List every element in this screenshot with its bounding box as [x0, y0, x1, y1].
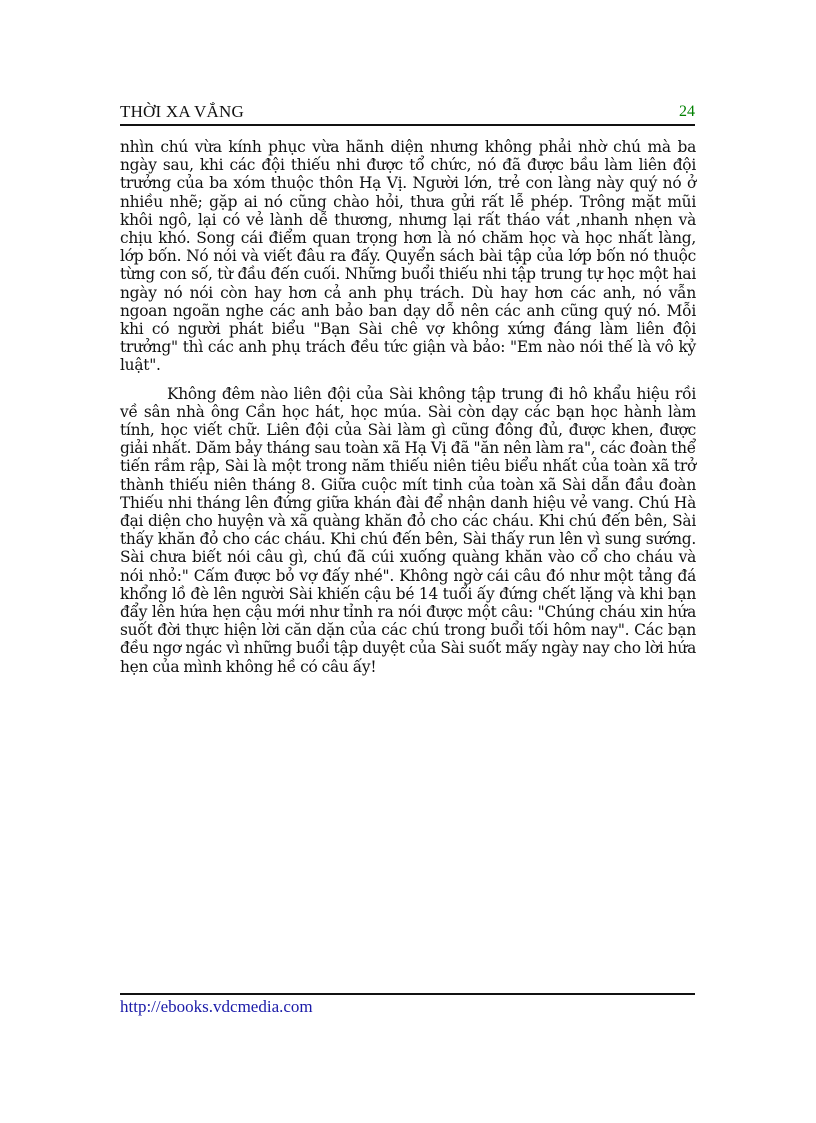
- paragraph-2: Không đêm nào liên đội của Sài không tập trung đi hô khẩu hiệu rồi về sân nhà ông Cần học hát, học múa. Sài còn dạy các bạn học hành làm tính, học viết chữ. Liên đội của Sài làm gì cũng đông đủ, được khen, được giải nhất. Dăm bảy tháng sau toàn xã Hạ Vị đã "ăn nên làm ra", các đoàn thể tiến rầm rập, Sài là một trong năm thiếu niên tiêu biểu nhất của toàn xã trở thành thiếu niên tháng 8. Giữa cuộc mít tinh của toàn xã Sài dẫn đầu đoàn Thiếu nhi tháng lên đứng giữa khán đài để nhận danh hiệu vẻ vang. Chú Hà đại diện cho huyện và xã quàng khăn đỏ cho các cháu. Khi chú đến bên, Sài thấy khăn đỏ cho các cháu. Khi chú đến bên, Sài thấy run lên vì sung sướng. Sài chưa biết nói câu gì, chú đã cúi xuống quàng khăn vào cổ cho cháu và nói nhỏ:" Cấm được bỏ vợ đấy nhé". Không ngờ cái câu đó như một tảng đá khổng lồ đè lên người Sài khiến cậu bé 14 tuổi ấy đứng chết lặng và khi bạn đẩy lên hứa hẹn cậu mới như tỉnh ra nói được một câu: "Chúng cháu xin hứa suốt đời thực hiện lời căn dặn của các chú trong buổi tối hôm nay". Các bạn đều ngơ ngác vì những buổi tập duyệt của Sài suốt mấy ngày nay cho lời hứa hẹn của mình không hề có câu ấy!: [120, 384, 696, 676]
- page-number: 24: [679, 103, 695, 120]
- book-title: THỜI XA VẮNG: [120, 102, 244, 121]
- page-footer: [120, 993, 695, 1017]
- page-header: [120, 100, 695, 126]
- source-link[interactable]: http://ebooks.vdcmedia.com: [120, 997, 313, 1016]
- body-text: [120, 138, 696, 676]
- paragraph-1: nhìn chú vừa kính phục vừa hãnh diện nhưng không phải nhờ chú mà ba ngày sau, khi các đội thiếu nhi được tổ chức, nó đã được bầu làm liên đội trưởng của ba xóm thuộc thôn Hạ Vị. Người lớn, trẻ con làng này quý nó ở nhiều nhẽ; gặp ai nó cũng chào hỏi, thưa gửi rất lễ phép. Trông mặt mũi khôi ngô, lại có vẻ lành dễ thương, nhưng lại rất tháo vát ,nhanh nhẹn và chịu khó. Song cái điểm quan trọng hơn là nó chăm học và học nhất làng, lớp bốn. Nó nói và viết đâu ra đấy. Quyển sách bài tập của lớp bốn nó thuộc từng con số, từ đầu đến cuối. Những buổi thiếu nhi tập trung tự học một hai ngày nó nói còn hay hơn cả anh phụ trách. Dù hay hơn các anh, nó vẫn ngoan ngoãn nghe các anh bảo ban dạy dỗ nên các anh cũng quý nó. Mỗi khi có người phát biểu "Bạn Sài chê vợ không xứng đáng làm liên đội trưởng" thì các anh phụ trách đều tức giận và bảo: "Em nào nói thế là vô kỷ luật".: [120, 138, 696, 375]
